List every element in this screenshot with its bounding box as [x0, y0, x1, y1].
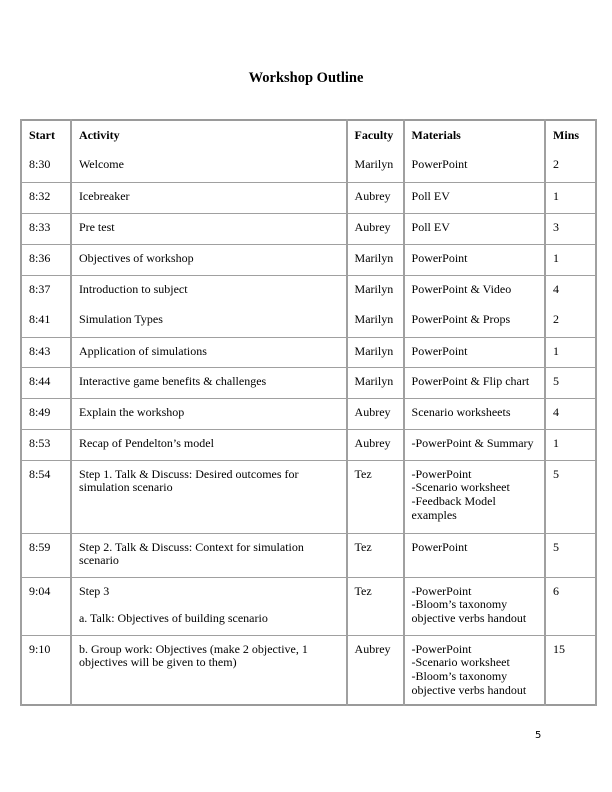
table-row: [21, 275, 596, 306]
table-row: [21, 635, 596, 705]
cell-mins: 1: [545, 429, 596, 460]
table-header-row: [21, 120, 596, 151]
cell-materials: [404, 398, 546, 429]
cell-faculty: Marilyn: [347, 337, 404, 367]
cell-materials: [404, 244, 546, 275]
activity-text: a. Talk: Objectives of building scenario: [78, 611, 268, 626]
cell-start: 8:36: [21, 244, 71, 275]
cell-materials: [404, 337, 546, 367]
cell-mins: 4: [545, 398, 596, 429]
line-gap: [79, 598, 339, 612]
workshop-outline-table: [20, 119, 597, 706]
cell-start: 8:44: [21, 367, 71, 398]
cell-materials: [404, 577, 546, 635]
cell-activity: [71, 398, 347, 429]
table-row: [21, 306, 596, 337]
cell-mins: 1: [545, 244, 596, 275]
activity-text: Interactive game benefits & challenges: [78, 373, 267, 388]
cell-activity: [71, 244, 347, 275]
cell-activity: [71, 635, 347, 705]
materials-text: -Scenario worksheet: [411, 480, 510, 495]
cell-faculty: Aubrey: [347, 398, 404, 429]
cell-faculty: Tez: [347, 533, 404, 577]
activity-text: Simulation Types: [78, 312, 163, 326]
table-row: [21, 337, 596, 367]
activity-text: b. Group work: Objectives (make 2 objective, 1 objectives will be given to them): [78, 641, 308, 670]
cell-start: 8:53: [21, 429, 71, 460]
cell-activity: [71, 533, 347, 577]
cell-activity: [71, 213, 347, 244]
materials-text: PowerPoint & Video: [411, 281, 512, 296]
table-row: [21, 244, 596, 275]
page-number: 5: [535, 730, 542, 741]
table-row: [21, 213, 596, 244]
cell-faculty: Marilyn: [347, 367, 404, 398]
cell-materials: [404, 182, 546, 213]
cell-start: 8:54: [21, 460, 71, 533]
table-row: [21, 182, 596, 213]
cell-faculty: Marilyn: [347, 151, 404, 182]
cell-start: 8:41: [21, 306, 71, 337]
materials-text: Poll EV: [411, 188, 450, 203]
cell-mins: 5: [545, 367, 596, 398]
activity-text: Step 3: [78, 583, 110, 598]
materials-text: -Feedback Model examples: [411, 494, 496, 522]
cell-mins: 1: [545, 182, 596, 213]
cell-materials: [404, 275, 546, 306]
column-header-mins: Mins: [545, 120, 596, 151]
cell-faculty: Marilyn: [347, 306, 404, 337]
document-title: Workshop Outline: [248, 70, 364, 86]
cell-faculty: Aubrey: [347, 635, 404, 705]
activity-text: Introduction to subject: [78, 281, 188, 296]
cell-activity: [71, 275, 347, 306]
materials-text: PowerPoint: [411, 343, 468, 358]
cell-start: 8:32: [21, 182, 71, 213]
activity-text: Explain the workshop: [78, 404, 185, 419]
cell-start: 8:33: [21, 213, 71, 244]
materials-text: -PowerPoint: [411, 583, 472, 598]
cell-activity: [71, 367, 347, 398]
materials-text: -PowerPoint: [411, 641, 472, 656]
cell-materials: [404, 533, 546, 577]
activity-text: Step 2. Talk & Discuss: Context for simulation scenario: [78, 539, 304, 568]
table-row: [21, 577, 596, 635]
column-header-activity: Activity: [71, 120, 347, 151]
activity-text: Welcome: [78, 157, 124, 171]
table-row: [21, 398, 596, 429]
table-row: [21, 429, 596, 460]
cell-materials: [404, 635, 546, 705]
cell-activity: [71, 151, 347, 182]
table-row: [21, 460, 596, 533]
materials-text: -PowerPoint: [411, 466, 472, 481]
cell-activity: [71, 306, 347, 337]
cell-start: 9:10: [21, 635, 71, 705]
cell-activity: [71, 182, 347, 213]
cell-start: 8:37: [21, 275, 71, 306]
activity-text: Objectives of workshop: [78, 250, 194, 265]
cell-mins: 1: [545, 337, 596, 367]
cell-activity: [71, 429, 347, 460]
cell-materials: [404, 429, 546, 460]
materials-text: -PowerPoint & Summary: [411, 435, 534, 450]
table-row: [21, 367, 596, 398]
materials-text: PowerPoint: [411, 157, 468, 171]
column-header-faculty: Faculty: [347, 120, 404, 151]
cell-materials: [404, 460, 546, 533]
materials-text: Poll EV: [411, 219, 450, 234]
table-row: [21, 533, 596, 577]
cell-mins: 3: [545, 213, 596, 244]
cell-activity: [71, 460, 347, 533]
cell-faculty: Tez: [347, 460, 404, 533]
cell-start: 9:04: [21, 577, 71, 635]
activity-text: Icebreaker: [78, 188, 130, 203]
cell-start: 8:59: [21, 533, 71, 577]
cell-faculty: Aubrey: [347, 213, 404, 244]
cell-mins: 5: [545, 533, 596, 577]
cell-faculty: Aubrey: [347, 182, 404, 213]
cell-mins: 6: [545, 577, 596, 635]
cell-materials: [404, 367, 546, 398]
cell-materials: [404, 213, 546, 244]
cell-mins: 15: [545, 635, 596, 705]
cell-start: 8:43: [21, 337, 71, 367]
materials-text: -Scenario worksheet: [411, 655, 510, 670]
materials-text: -Bloom’s taxonomy objective verbs handout: [411, 669, 527, 697]
materials-text: PowerPoint & Flip chart: [411, 373, 530, 388]
activity-text: Recap of Pendelton’s model: [78, 435, 214, 450]
cell-faculty: Tez: [347, 577, 404, 635]
cell-faculty: Marilyn: [347, 244, 404, 275]
materials-text: Scenario worksheets: [411, 404, 511, 419]
cell-activity: [71, 577, 347, 635]
cell-start: 8:30: [21, 151, 71, 182]
materials-text: PowerPoint: [411, 539, 468, 554]
cell-mins: 4: [545, 275, 596, 306]
cell-activity: [71, 337, 347, 367]
cell-mins: 2: [545, 306, 596, 337]
materials-text: PowerPoint: [411, 250, 468, 265]
cell-materials: [404, 151, 546, 182]
column-header-materials: Materials: [404, 120, 546, 151]
cell-faculty: Aubrey: [347, 429, 404, 460]
materials-text: PowerPoint & Props: [411, 312, 511, 326]
materials-text: -Bloom’s taxonomy objective verbs handout: [411, 597, 527, 626]
activity-text: Application of simulations: [78, 343, 207, 358]
activity-text: Pre test: [78, 219, 115, 234]
table-row: [21, 151, 596, 182]
activity-text: Step 1. Talk & Discuss: Desired outcomes for simulation scenario: [78, 466, 299, 495]
column-header-start: Start: [21, 120, 71, 151]
cell-materials: [404, 306, 546, 337]
cell-mins: 2: [545, 151, 596, 182]
cell-start: 8:49: [21, 398, 71, 429]
cell-faculty: Marilyn: [347, 275, 404, 306]
cell-mins: 5: [545, 460, 596, 533]
